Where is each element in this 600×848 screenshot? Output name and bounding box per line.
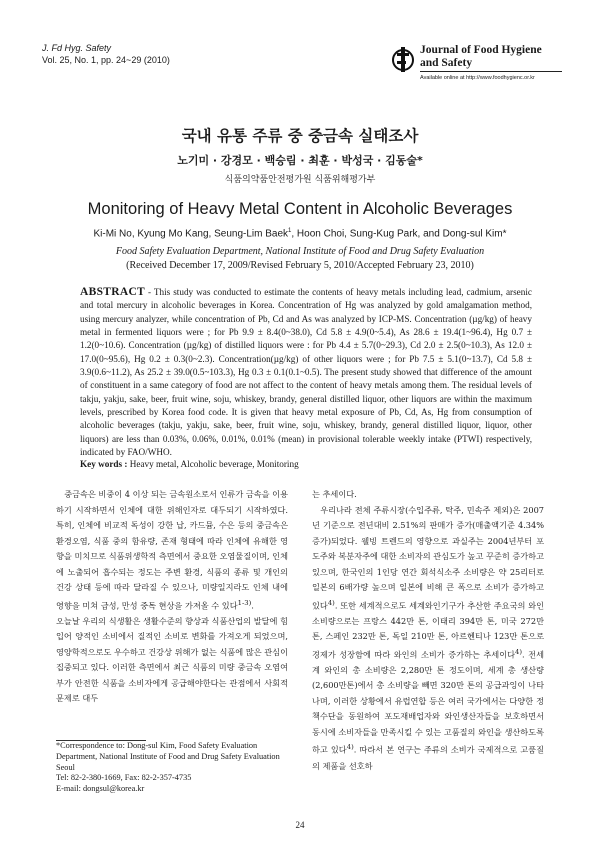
body-text: . 전세계 와인의 총 소비량은 2,280만 톤 정도이며, 세계 총 생산량(2,600만톤)에서 총 소비량을 빼면 320만 톤의 공급과잉이 나타나며, 이러한 상황에서 유럽연합 등은 여러 국가에서는 다양한 정책수단을 동원하여 포도재배업자와 와인생산자들을 보호하면서 동시에 소비자들을 만족시킬 수 있는 고품질의 와인을 생산하도록 하고 있다 xyxy=(312,649,544,756)
citation-ref: 1-3) xyxy=(237,598,252,607)
keywords-label: Key words : xyxy=(80,459,128,469)
body-paragraph: 오늘날 우리의 식생활은 생활수준의 향상과 식품산업의 발달에 힘입어 양적인 소비에서 질적인 소비로 변화를 가져오게 되었으며, 영양학적으로도 우수하고 건강상 위해가 없는 식품에 많은 관심이 집중되고 있다. 이러한 측면에서 최근 식품의 미량 중금속 오염여부가 안전한 식품을 소비자에게 공급해야한다는 관점에서 사회적 문제로 대두 xyxy=(56,615,288,704)
journal-url: Available online at http://www.foodhygienc.or.kr xyxy=(420,75,535,81)
journal-logo-title-line1: Journal of Food Hygiene xyxy=(420,44,542,56)
body-column-right xyxy=(312,487,544,817)
authors-korean: 노기미 · 강경모 · 백승림 · 최훈 · 박성국 · 김동술* xyxy=(177,154,423,167)
body-paragraph xyxy=(312,503,544,775)
title-english: Monitoring of Heavy Metal Content in Alcoholic Beverages xyxy=(87,200,513,218)
journal-logo-rule xyxy=(420,71,562,72)
footnote-email: E-mail: dongsul@korea.kr xyxy=(56,784,145,794)
citation-ref: 4) xyxy=(327,598,335,607)
authors-english-part2: , Hoon Choi, Sung-Kug Park, and Dong-sul Kim* xyxy=(291,228,507,240)
title-korean: 국내 유통 주류 중 중금속 실태조사 xyxy=(181,127,419,145)
keywords xyxy=(80,459,532,469)
abstract xyxy=(80,286,532,459)
abstract-label: ABSTRACT xyxy=(80,286,146,298)
affiliation-english: Food Safety Evaluation Department, National Institute of Food and Drug Safety Evaluation xyxy=(115,246,485,257)
body-text: 중금속은 비중이 4 이상 되는 금속원소로서 인류가 금속을 이용하기 시작하면서 인체에 대한 위해인자로 대두되기 시작하였다. 특히, 인체에 비교적 독성이 강한 납, 카드뮴, 수은 등의 중금속은 환경오염, 식품 중의 함유량, 존재 형태에 따라 인체에 유해한 영향을 미치므로 식품위생학적 측면에서 중요한 오염물질이며, 인체에 노출되어 흡수되는 정도는 주변 환경, 식품의 종류 및 개인의 건강 상태 등에 따라 달라질 수 있으나, 미량일지라도 인체 내에 영향을 미쳐 급성, 만성 중독 현상을 가져올 수 있다 xyxy=(56,489,288,611)
author-affiliation-mark: 1 xyxy=(288,228,292,234)
body-text: . 따라서 본 연구는 주류의 소비가 국제적으로 고품질의 제품을 선호하 xyxy=(312,745,544,771)
correspondence-footnote xyxy=(56,741,292,795)
journal-volume: Vol. 25, No. 1, pp. 24~29 (2010) xyxy=(42,55,170,65)
footnote-correspondence: *Correspondence to: Dong-sul Kim, Food Safety Evaluation Department, National Institute of Food and Drug Safety Evaluation Seoul xyxy=(56,741,280,772)
journal-abbrev: J. Fd Hyg. Safety xyxy=(42,43,112,53)
journal-logo-title-line2: and Safety xyxy=(420,57,473,69)
body-text: . xyxy=(251,600,254,611)
body-paragraph: 는 추세이다. xyxy=(312,489,357,499)
footnote-phone: Tel: 82-2-380-1669, Fax: 82-2-357-4735 xyxy=(56,773,192,783)
authors-english xyxy=(0,228,600,239)
affiliation-korean: 식품의약품안전평가원 식품위해평가부 xyxy=(224,175,376,185)
citation-ref: 4) xyxy=(346,743,354,752)
authors-english-part1: Ki-Mi No, Kyung Mo Kang, Seung-Lim Baek xyxy=(93,228,289,240)
body-text: . 또한 세계적으로도 세계와인기구가 추산한 주요국의 와인소비량으로는 프랑스 442만 톤, 이태리 394만 톤, 미국 272만 톤, 스페인 232만 톤, 독일 210만 톤, 아르헨티나 123만 톤으로 경제가 성장함에 따라 와인의 소비가 증가하는 추세이다 xyxy=(312,600,544,660)
journal-reference xyxy=(42,42,170,66)
body-column-left xyxy=(56,487,288,737)
body-text: 우리나라 전체 주류시장(수입주류, 탁주, 민속주 제외)은 2007년 기준으로 전년대비 2.51%의 판매가 증가(매출액기준 4.34%증가)되었다. 웰빙 트렌드의 영향으로 과실주는 2004년부터 포도주와 복분자주에 대한 소비자의 관심도가 높고 꾸준히 증가하고 있으며, 한국인의 1인당 연간 회석식소주 소비량은 약 25리터로 일본의 6배가량 높으며 일본에 비해 큰 폭으로 소비가 증가하고 있다 xyxy=(312,504,544,611)
abstract-text: - This study was conducted to estimate the contents of heavy metals including lead, cadmium, arsenic and total mercury in alcoholic beverages in Korea. Concentration of Hg was analyzed by gold amalgamation method, using mercury analyzer, while concentration of Pb, Cd and As was analyzed by ICP-MS. Concentration (µg/kg) of heavy metal in fermented liquors were ; for Pb 9.9 ± 8.4(0~38.0), Cd 5.8 ± 4.9(0~5.4), As 28.6 ± 19.4(1~96.4), Hg 0.7 ± 1.2(0~10.6). Concentration (µg/kg) of distilled liquors were : for Pb 4.4 ± 5.7(0~29.3), Cd 2.0 ± 2.5(0~10.3), As 12.0 ± 17.0(0~95.6), Hg 0.2 ± 0.3(0~2.3). Concentration(µg/kg) of other liquors were ; for Pb 7.5 ± 5.1(0~13.7), Cd 5.8 ± 3.9(0.6~11.2), As 25.2 ± 39.0(0.5~103.3), Hg 0.3 ± 0.1(0.1~0.5). The present study showed that difference of the amount of constituent in a same category of food are not affect to the content of heavy metals among them. The residual levels of takju, yakju, sake, beer, fruit wine, soju, whiskey, brandy, general distilled liquor, other liquors are within the maximum levels, prescribed by Korea food code. It is given that heavy metal exposure of Pb, Cd, As, Hg from consumption of alcoholic beverages (takju, yakju, sake, beer, fruit wine, soju, whiskey, brandy, general distilled liquor, liquor, other liquors) are less than 0.03%, 0.06%, 0.01%, 0.01% (mean) in provisional tolerable weekly intake (PTWI) respectively, indicated by FAO/WHO. xyxy=(80,287,532,458)
body-paragraph xyxy=(56,487,288,614)
page-number: 24 xyxy=(295,820,305,830)
journal-logo-title xyxy=(420,44,570,70)
journal-logo-icon xyxy=(392,44,416,74)
citation-ref: 4) xyxy=(515,647,523,656)
received-dates: (Received December 17, 2009/Revised February 5, 2010/Accepted February 23, 2010) xyxy=(126,260,474,271)
keywords-text: Heavy metal, Alcoholic beverage, Monitoring xyxy=(127,459,299,469)
